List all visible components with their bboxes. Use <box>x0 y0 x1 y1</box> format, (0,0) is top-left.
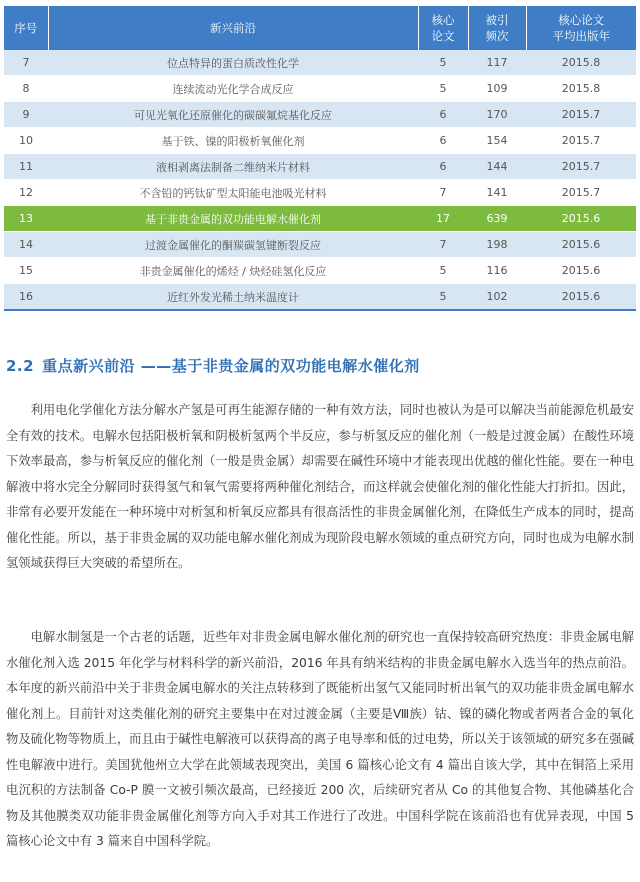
cell-frontier: 非贵金属催化的烯烃 / 炔烃硅氢化反应 <box>48 258 418 284</box>
header-core-papers: 核心 论文 <box>418 6 468 50</box>
cell-core: 5 <box>418 258 468 284</box>
header-seq: 序号 <box>4 6 48 50</box>
cell-seq: 10 <box>4 128 48 154</box>
cell-frontier: 液相剥离法制备二维纳米片材料 <box>48 154 418 180</box>
table-row <box>4 180 636 206</box>
table-row <box>4 284 636 311</box>
cell-frontier: 可见光氧化还原催化的碳碳氟烷基化反应 <box>48 102 418 128</box>
cell-year: 2015.6 <box>526 258 636 284</box>
cell-seq: 7 <box>4 50 48 76</box>
cell-cites: 102 <box>468 284 526 311</box>
cell-frontier: 近红外发光稀土纳米温度计 <box>48 284 418 311</box>
cell-frontier: 基于铁、镍的阳极析氧催化剂 <box>48 128 418 154</box>
cell-frontier: 过渡金属催化的酮羰碳氢键断裂反应 <box>48 232 418 258</box>
table-row <box>4 232 636 258</box>
cell-frontier: 位点特异的蛋白质改性化学 <box>48 50 418 76</box>
cell-core: 5 <box>418 284 468 311</box>
cell-frontier: 基于非贵金属的双功能电解水催化剂 <box>48 206 418 232</box>
table-row <box>4 154 636 180</box>
cell-cites: 117 <box>468 50 526 76</box>
cell-core: 5 <box>418 76 468 102</box>
cell-year: 2015.7 <box>526 128 636 154</box>
cell-core: 6 <box>418 128 468 154</box>
table-row <box>4 128 636 154</box>
cell-core: 5 <box>418 50 468 76</box>
cell-seq: 15 <box>4 258 48 284</box>
cell-cites: 116 <box>468 258 526 284</box>
table-row-highlighted <box>4 206 636 232</box>
cell-seq: 13 <box>4 206 48 232</box>
cell-seq: 11 <box>4 154 48 180</box>
cell-year: 2015.6 <box>526 206 636 232</box>
cell-cites: 109 <box>468 76 526 102</box>
table-row <box>4 102 636 128</box>
cell-cites: 639 <box>468 206 526 232</box>
cell-seq: 8 <box>4 76 48 102</box>
cell-core: 7 <box>418 232 468 258</box>
cell-cites: 198 <box>468 232 526 258</box>
header-avg-year: 核心论文 平均出版年 <box>526 6 636 50</box>
cell-year: 2015.7 <box>526 102 636 128</box>
header-frontier: 新兴前沿 <box>48 6 418 50</box>
section-heading <box>6 355 420 376</box>
body-paragraph: 利用电化学催化方法分解水产氢是可再生能源存储的一种有效方法，同时也被认为是可以解决当前能源危机最安全有效的技术。电解水包括阳极析氧和阴极析氢两个半反应，参与析氢反应的催化剂（一般是过渡金属）在酸性环境下效率最高，参与析氧反应的催化剂（一般是贵金属）却需要在碱性环境中才能表现出优越的催化性能。要在一种电解液中将水完全分解同时获得氢气和氧气需要将两种催化剂结合，而这样就会使催化剂的催化性能大打折扣。因此，非常有必要开发能在一种环境中对析氢和析氧反应都具有很高活性的非贵金属催化剂，在降低生产成本的同时，提高催化性能。所以，基于非贵金属的双功能电解水催化剂成为现阶段电解水领域的重点研究方向，同时也成为电解水制氢领域获得巨大突破的希望所在。 <box>6 403 634 570</box>
body-paragraph: 电解水制氢是一个古老的话题，近些年对非贵金属电解水催化剂的研究也一直保持较高研究热度：非贵金属电解水催化剂入选 2015 年化学与材料科学的新兴前沿，2016 年具有纳米结构的非贵金属电解水入选当年的热点前沿。本年度的新兴前沿中关于非贵金属电解水的关注点转移到了既能析出氢气又能同时析出氧气的双功能非贵金属电解水催化剂上。目前针对这类催化剂的研究主要集中在对过渡金属（主要是Ⅷ族）钴、镍的磷化物或者两者合金的氧化物及硫化物等物质上，而且由于碱性电解液可以获得高的离子电导率和低的过电势，所以关于该领域的研究多在强碱性电解液中进行。美国犹他州立大学在此领域表现突出，美国 6 篇核心论文有 4 篇出自该大学，其中在铜箔上采用电沉积的方法制备 Co-P 膜一文被引频次最高，已经接近 200 次，后续研究者从 Co 的其他复合物、其他磷基化合物及其他膜类双功能非贵金属催化剂等方向入手对其工作进行了改进。中国科学院在该前沿也有优异表现，中国 5 篇核心论文中有 3 篇来自中国科学院。 <box>6 630 634 848</box>
cell-cites: 170 <box>468 102 526 128</box>
header-citations: 被引 频次 <box>468 6 526 50</box>
cell-cites: 144 <box>468 154 526 180</box>
cell-core: 17 <box>418 206 468 232</box>
cell-seq: 16 <box>4 284 48 311</box>
emerging-frontiers-table <box>4 6 636 311</box>
cell-seq: 12 <box>4 180 48 206</box>
section-title-text: 重点新兴前沿 ——基于非贵金属的双功能电解水催化剂 <box>42 357 420 375</box>
cell-core: 7 <box>418 180 468 206</box>
cell-year: 2015.7 <box>526 180 636 206</box>
cell-core: 6 <box>418 102 468 128</box>
cell-frontier: 不含铅的钙钛矿型太阳能电池吸光材料 <box>48 180 418 206</box>
cell-seq: 14 <box>4 232 48 258</box>
cell-year: 2015.8 <box>526 50 636 76</box>
cell-year: 2015.6 <box>526 284 636 311</box>
cell-frontier: 连续流动光化学合成反应 <box>48 76 418 102</box>
cell-cites: 154 <box>468 128 526 154</box>
table-header-row <box>4 6 636 50</box>
cell-year: 2015.8 <box>526 76 636 102</box>
table-row <box>4 76 636 102</box>
cell-cites: 141 <box>468 180 526 206</box>
section-number: 2.2 <box>6 357 35 375</box>
cell-year: 2015.6 <box>526 232 636 258</box>
cell-core: 6 <box>418 154 468 180</box>
cell-seq: 9 <box>4 102 48 128</box>
cell-year: 2015.7 <box>526 154 636 180</box>
table-row <box>4 258 636 284</box>
table-row <box>4 50 636 76</box>
